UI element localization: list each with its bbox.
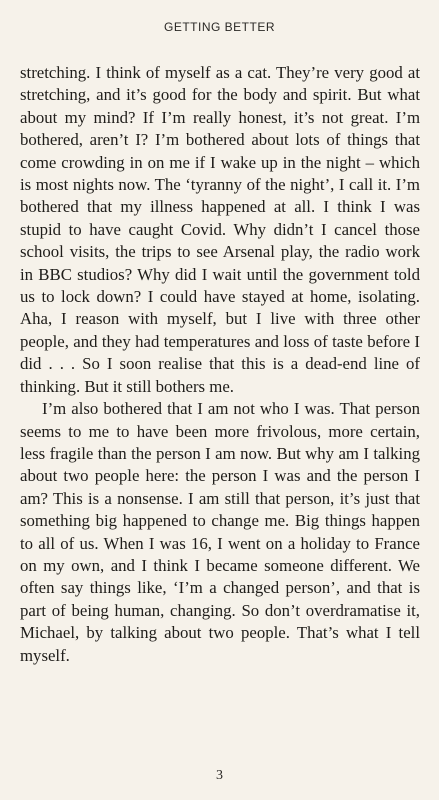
body-text — [20, 62, 420, 667]
running-head: GETTING BETTER — [163, 20, 275, 34]
page-number: 3 — [216, 768, 223, 783]
paragraph-2: I’m also bothered that I am not who I was. That person seems to me to have been more frivolous, more certain, less fragile than the person I am now. But why am I talking about two people here: the person I was and the person I am? This is a nonsense. I am still that person, it’s just that something big happened to change me. Big things happen to all of us. When I was 16, I went on a holiday to France on my own, and I think I became someone different. We often say things like, ‘I’m a changed person’, and that is part of being human, changing. So don’t overdramatise it, Michael, by talking about two people. That’s what I tell myself. — [20, 399, 420, 665]
paragraph-1: stretching. I think of myself as a cat. They’re very good at stretching, and it’s good for the body and spirit. But what about my mind? If I’m really honest, it’s not great. I’m bothered, aren’t I? I’m bothered about lots of things that come crowding in on me if I wake up in the night – which is most nights now. The ‘tyranny of the night’, I call it. I’m bothered that my illness happened at all. I think I was stupid to have caught Covid. Why didn’t I cancel those school visits, the trips to see Arsenal play, the radio work in BBC studios? Why did I wait until the government told us to lock down? I could have stayed at home, isolating. Aha, I reason with myself, but I live with three other people, and they had temperatures and loss of taste before I did . . . So I soon realise that this is a dead-end line of thinking. But it still bothers me. — [20, 63, 420, 396]
